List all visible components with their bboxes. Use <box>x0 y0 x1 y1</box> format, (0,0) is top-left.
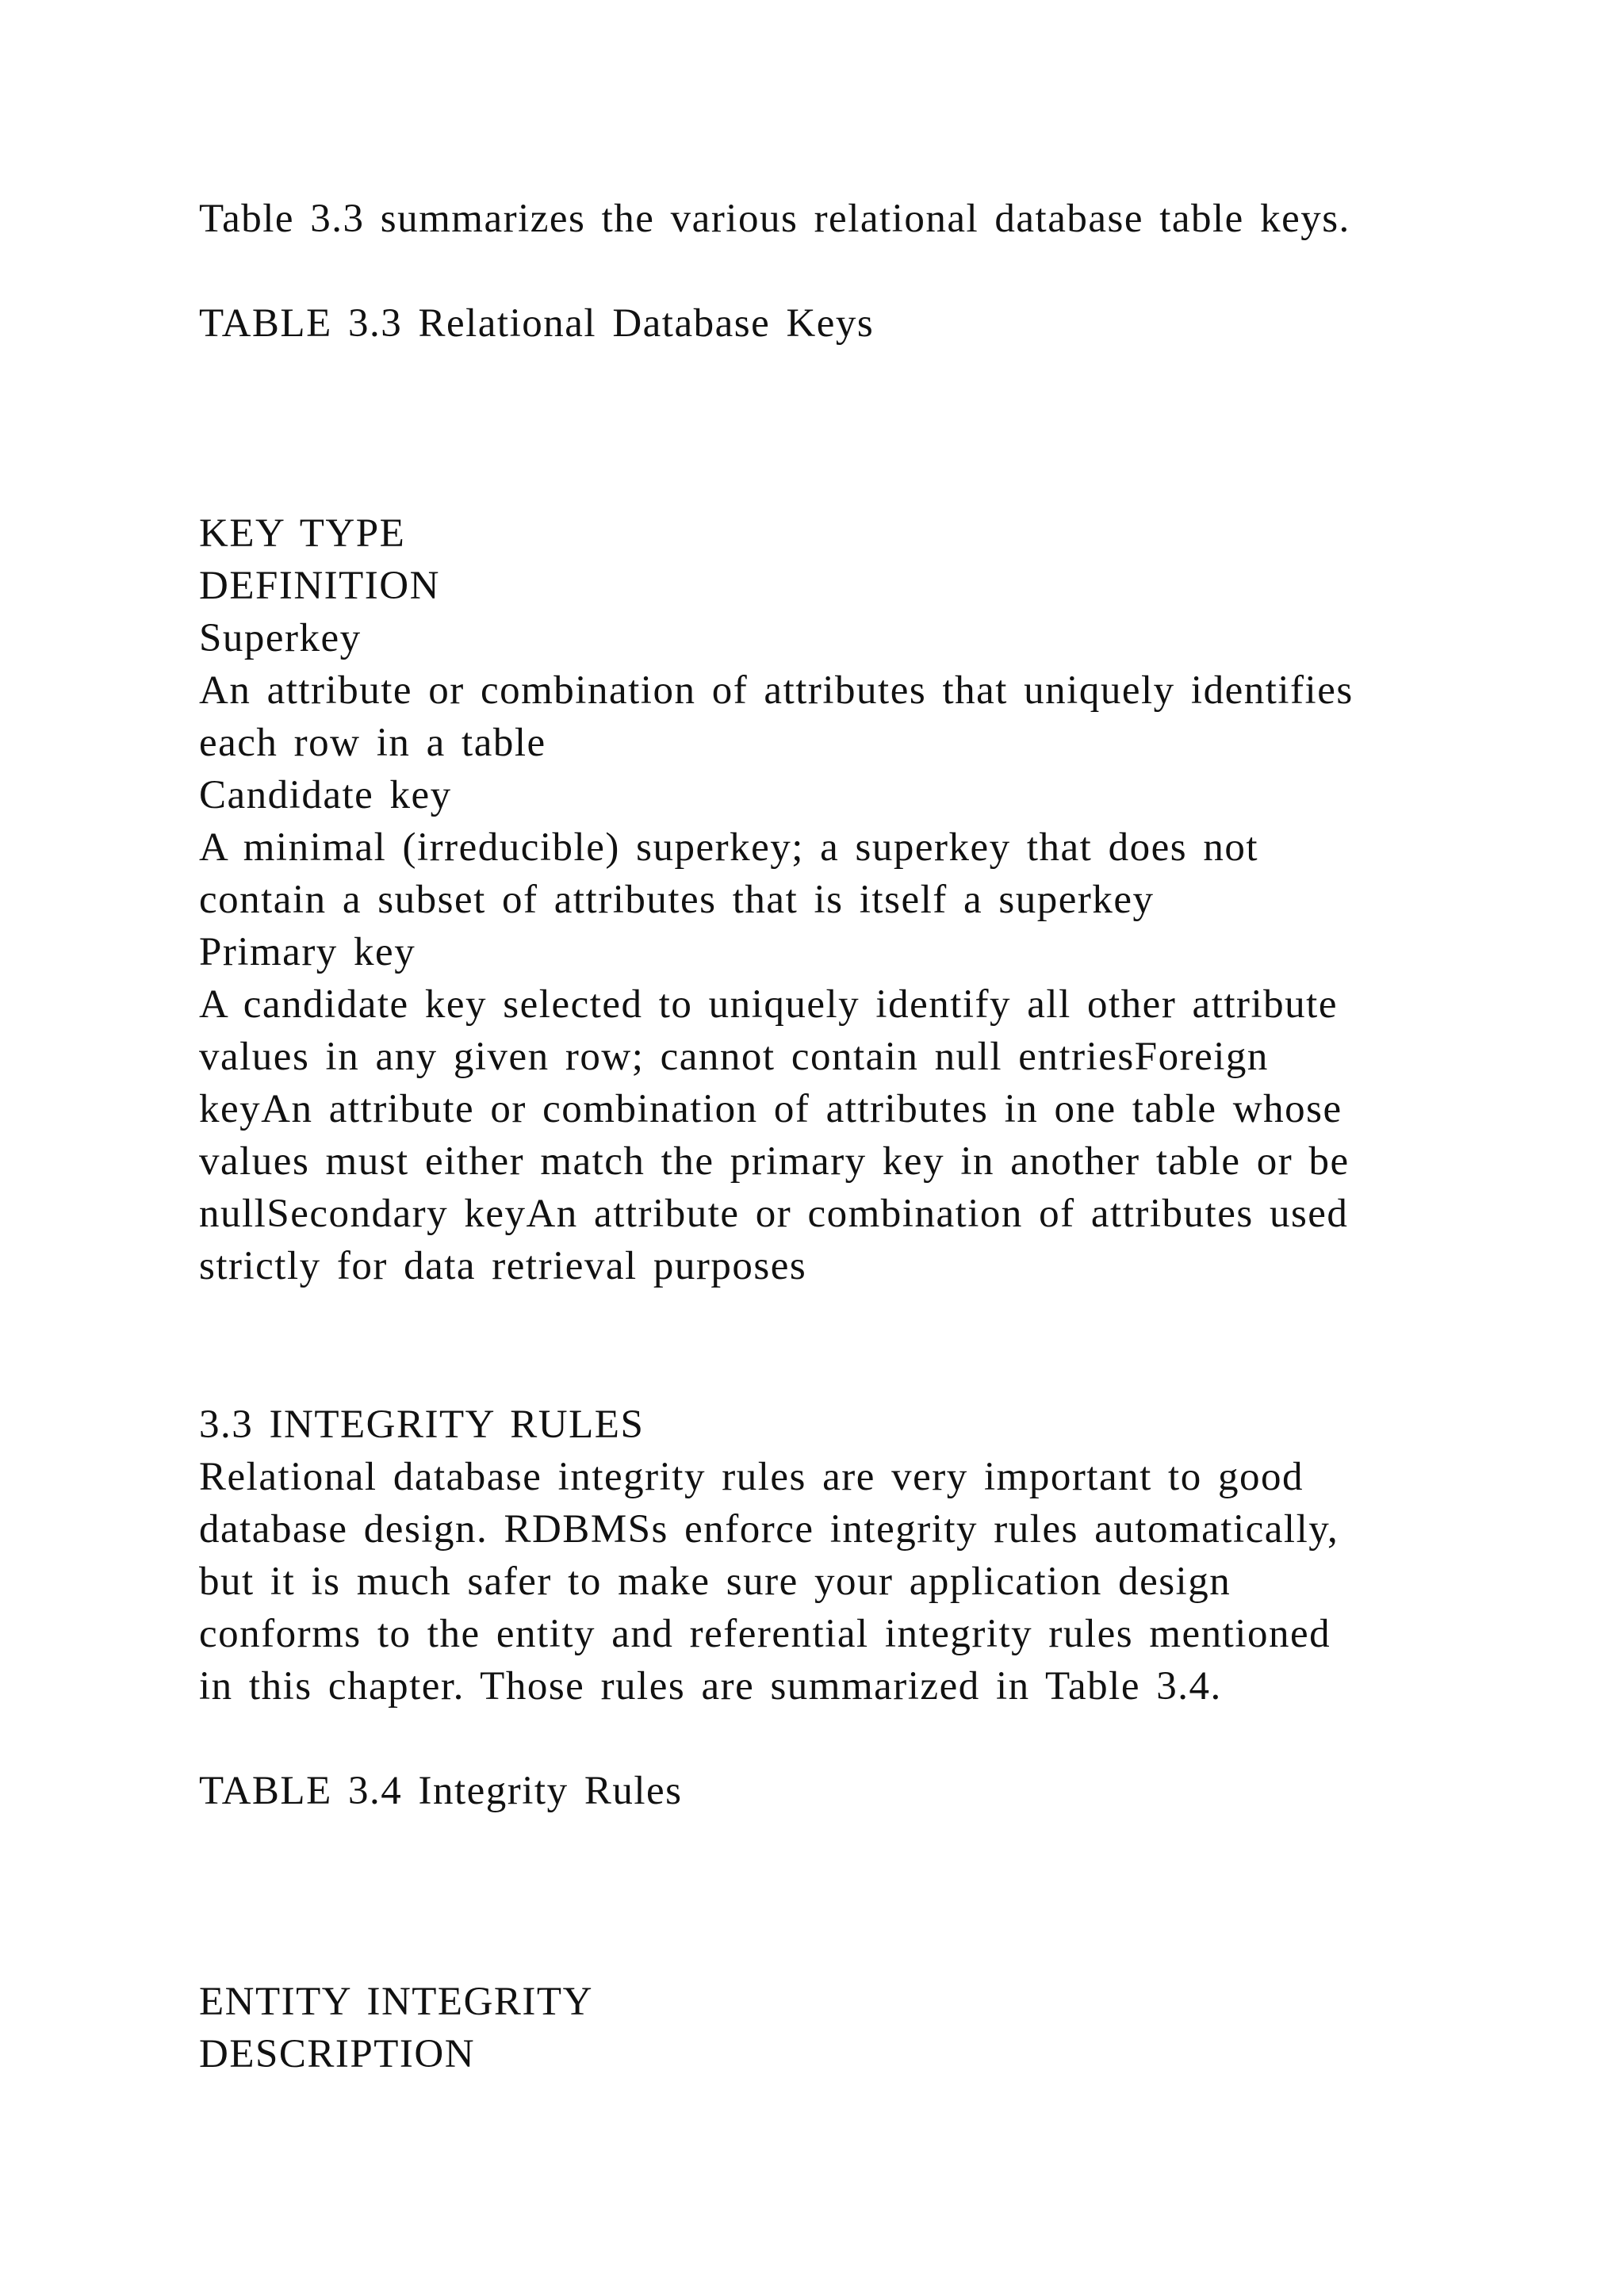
table-3-3-caption: TABLE 3.3 Relational Database Keys <box>199 301 875 346</box>
section-heading: 3.3 INTEGRITY RULES <box>199 1402 645 1447</box>
table-3-4-caption: TABLE 3.4 Integrity Rules <box>199 1769 683 1813</box>
table-3-4-header-description: DESCRIPTION <box>199 2032 476 2076</box>
superkey-definition-line-1: An attribute or combination of attributes that uniquely identifies <box>199 668 1354 713</box>
foreign-key-definition-line-1: keyAn attribute or combination of attributes in one table whose <box>199 1087 1342 1131</box>
superkey-definition-line-2: each row in a table <box>199 721 546 765</box>
section-paragraph-line-4: conforms to the entity and referential integrity rules mentioned <box>199 1612 1331 1656</box>
candidate-key-definition-line-2: contain a subset of attributes that is itself a superkey <box>199 878 1155 922</box>
table-3-3-header-key-type: KEY TYPE <box>199 511 406 556</box>
superkey-label: Superkey <box>199 616 362 660</box>
table-3-3-header-definition: DEFINITION <box>199 564 440 608</box>
candidate-key-definition-line-1: A minimal (irreducible) superkey; a superkey that does not <box>199 825 1258 870</box>
primary-key-label: Primary key <box>199 930 416 974</box>
table-3-4-header-entity-integrity: ENTITY INTEGRITY <box>199 1980 593 2024</box>
intro-sentence: Table 3.3 summarizes the various relational database table keys. <box>199 197 1350 241</box>
primary-key-definition-line-2: values in any given row; cannot contain null entriesForeign <box>199 1035 1269 1079</box>
secondary-key-definition-line-1: nullSecondary keyAn attribute or combination of attributes used <box>199 1192 1349 1236</box>
section-paragraph-line-1: Relational database integrity rules are very important to good <box>199 1455 1304 1499</box>
section-paragraph-line-2: database design. RDBMSs enforce integrity rules automatically, <box>199 1507 1339 1552</box>
foreign-key-definition-line-2: values must either match the primary key in another table or be <box>199 1139 1350 1184</box>
section-paragraph-line-5: in this chapter. Those rules are summarized in Table 3.4. <box>199 1664 1222 1709</box>
candidate-key-label: Candidate key <box>199 773 452 817</box>
secondary-key-definition-line-2: strictly for data retrieval purposes <box>199 1244 807 1288</box>
primary-key-definition-line-1: A candidate key selected to uniquely identify all other attribute <box>199 982 1338 1027</box>
section-paragraph-line-3: but it is much safer to make sure your application design <box>199 1559 1231 1604</box>
